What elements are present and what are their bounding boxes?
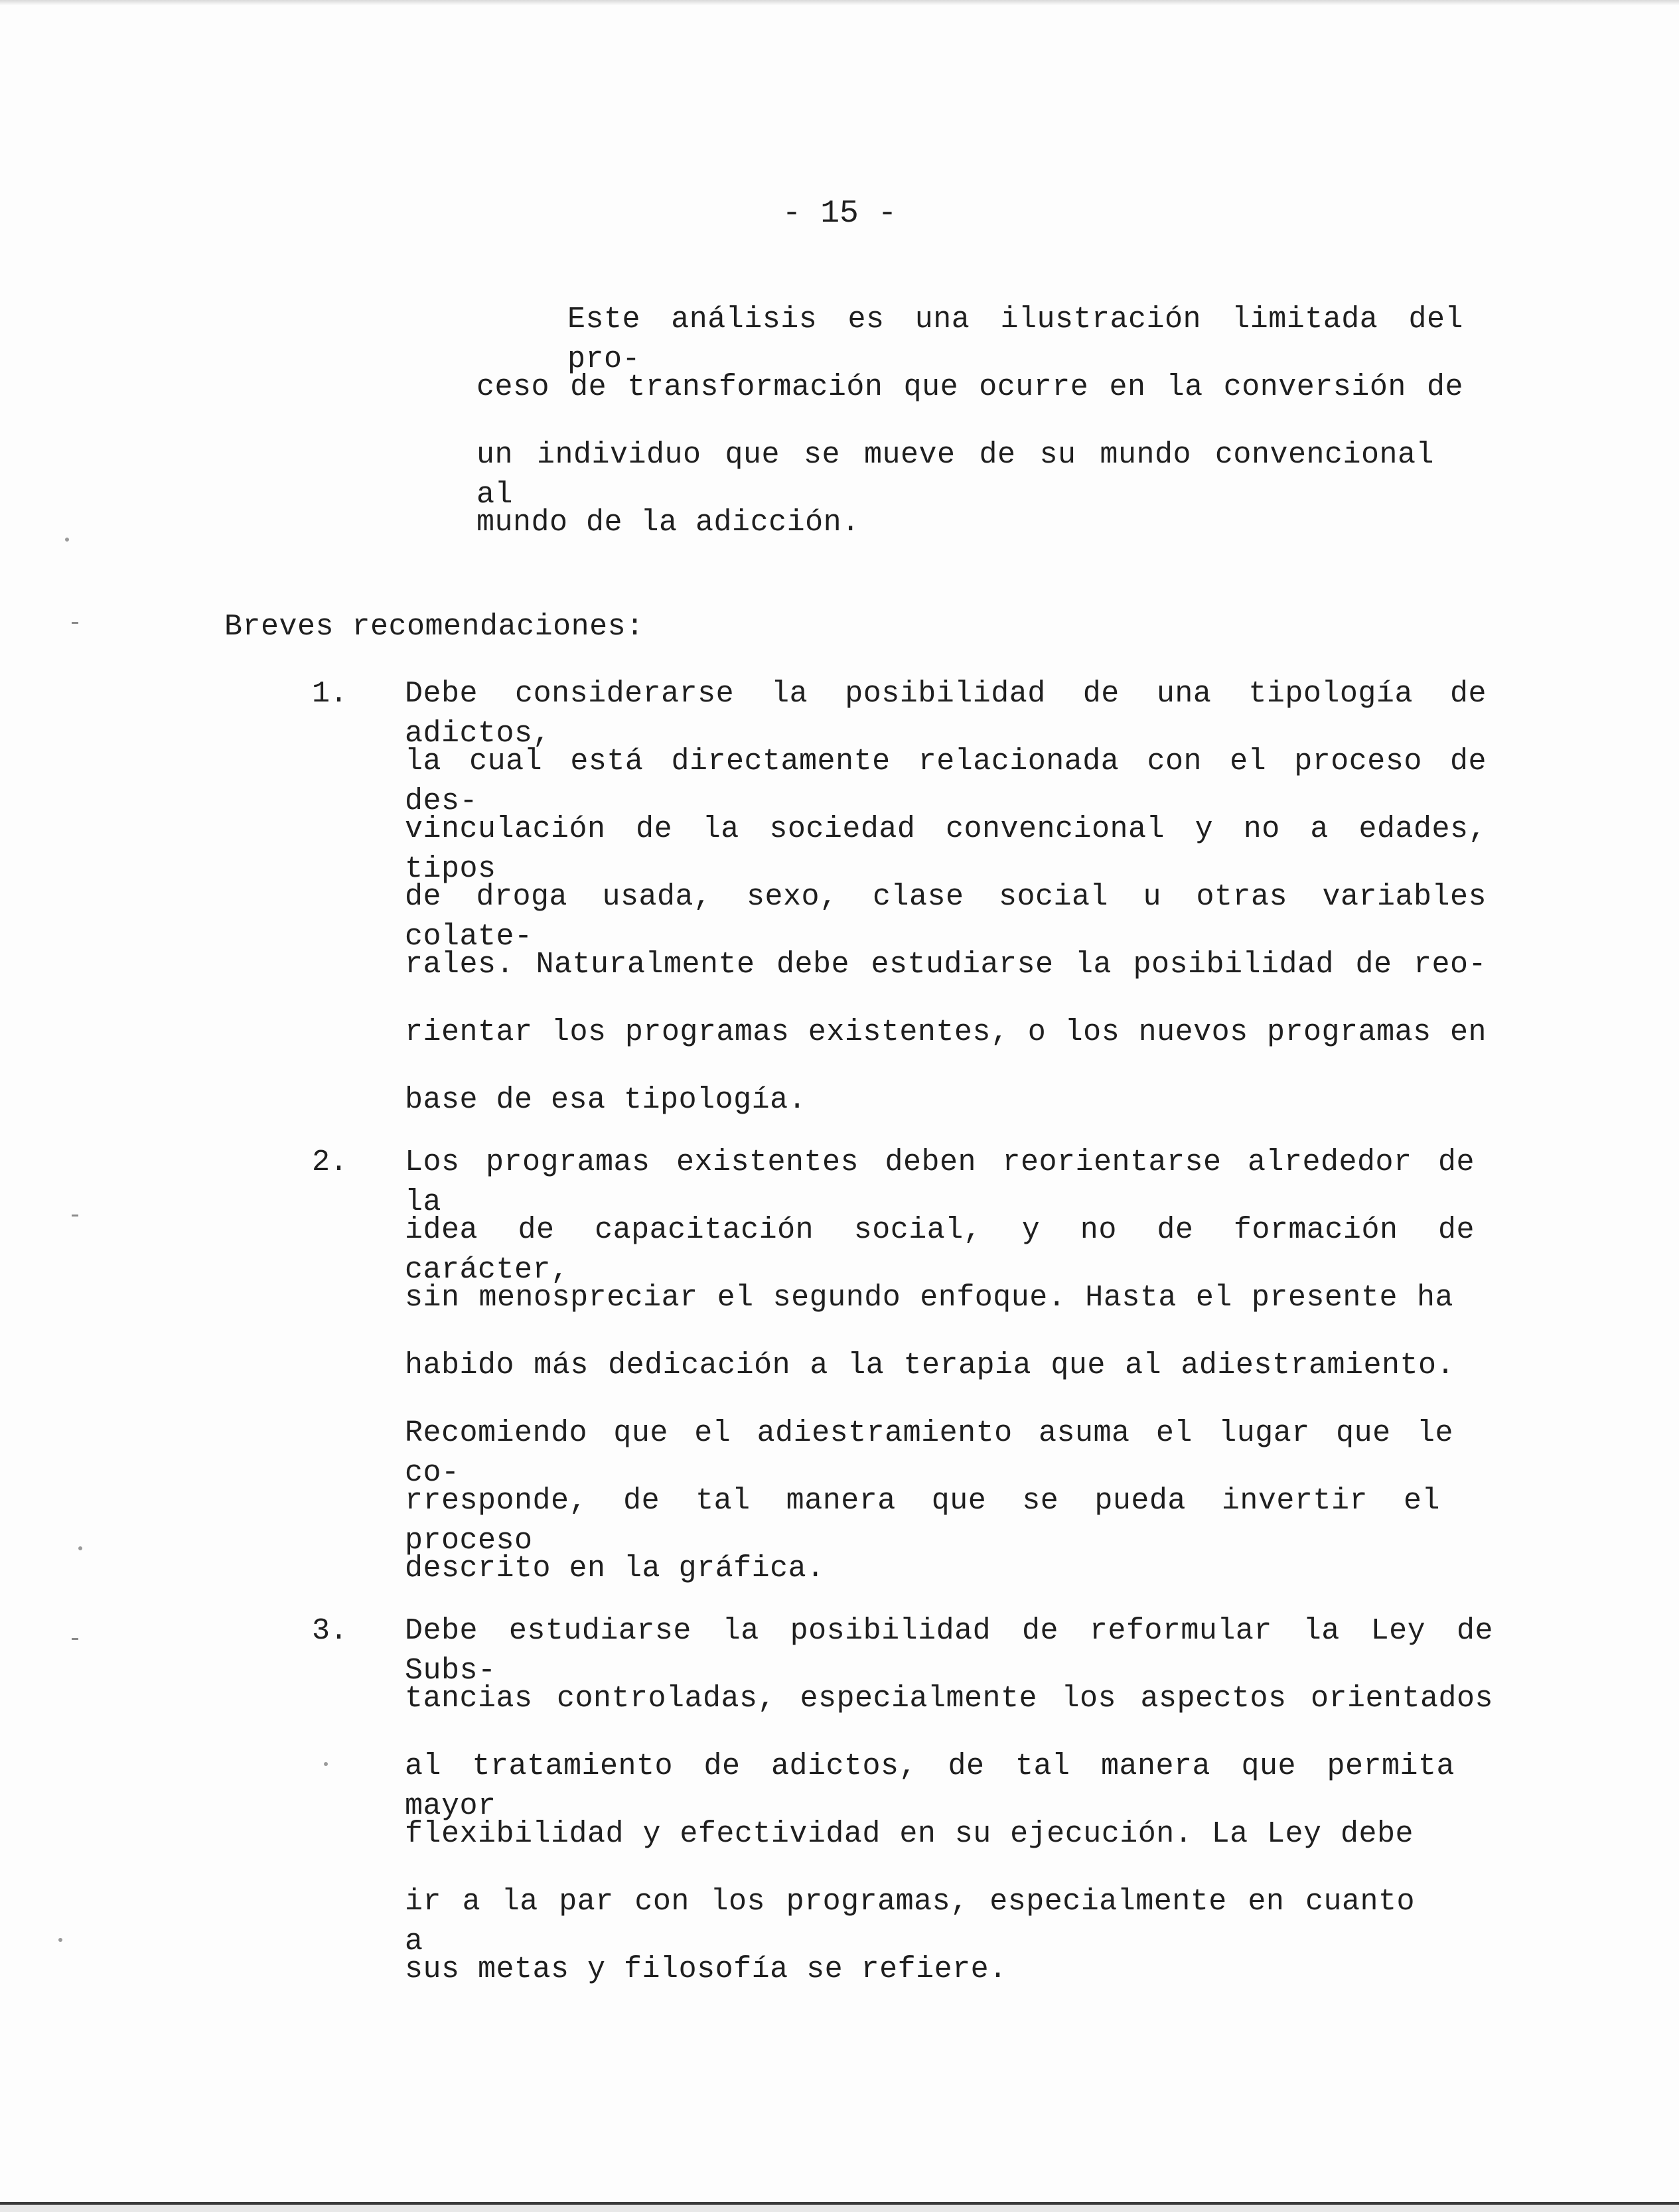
scan-top-edge [0,0,1679,5]
list-marker: 3. [312,1614,348,1648]
recommendation-line: base de esa tipología. [405,1083,807,1117]
recommendation-line: de droga usada, sexo, clase social u otras variables colate- [405,880,1487,954]
intro-line: Este análisis es una ilustración limitada del pro- [567,303,1463,376]
scan-mark [72,622,78,624]
recommendation-line: al tratamiento de adictos, de tal manera que permita mayor [405,1749,1455,1823]
intro-line: un individuo que se mueve de su mundo convencional al [476,438,1434,512]
scan-mark [72,1215,78,1217]
page-number: - 15 - [782,196,897,232]
scan-speck [65,538,69,542]
recommendation-line: rientar los programas existentes, o los nuevos programas en [405,1015,1487,1049]
scan-bottom-shadow [0,2205,1679,2212]
intro-line: mundo de la adicción. [476,506,860,540]
recommendation-line: Los programas existentes deben reorientarse alrededor de la [405,1145,1475,1219]
recommendation-line: flexibilidad y efectividad en su ejecución. La Ley debe [405,1817,1414,1851]
recommendation-line: ir a la par con los programas, especialmente en cuanto a [405,1885,1415,1958]
recommendation-line: idea de capacitación social, y no de formación de carácter, [405,1213,1475,1287]
section-heading: Breves recomendaciones: [224,610,644,644]
recommendation-line: descrito en la gráfica. [405,1552,825,1585]
recommendation-line: Recomiendo que el adiestramiento asuma el lugar que le co- [405,1416,1453,1490]
recommendation-line: Debe considerarse la posibilidad de una tipología de adictos, [405,677,1487,751]
intro-line: ceso de transformación que ocurre en la conversión de [476,370,1463,404]
scan-mark [72,1638,78,1640]
scan-speck [58,1938,62,1942]
recommendation-line: vinculación de la sociedad convencional y no a edades, tipos [405,812,1487,886]
recommendation-line: rales. Naturalmente debe estudiarse la posibilidad de reo- [405,948,1487,982]
recommendation-line: rresponde, de tal manera que se pueda invertir el proceso [405,1484,1440,1558]
recommendation-line: habido más dedicación a la terapia que al adiestramiento. [405,1349,1455,1382]
recommendation-line: sus metas y filosofía se refiere. [405,1953,1007,1986]
recommendation-line: Debe estudiarse la posibilidad de reformular la Ley de Subs- [405,1614,1493,1688]
scan-speck [78,1546,82,1550]
recommendation-line: la cual está directamente relacionada con el proceso de des- [405,745,1487,818]
recommendation-line: tancias controladas, especialmente los aspectos orientados [405,1682,1493,1716]
scan-speck [324,1762,328,1766]
recommendation-line: sin menospreciar el segundo enfoque. Hasta el presente ha [405,1281,1453,1315]
list-marker: 2. [312,1145,348,1179]
list-marker: 1. [312,677,348,711]
